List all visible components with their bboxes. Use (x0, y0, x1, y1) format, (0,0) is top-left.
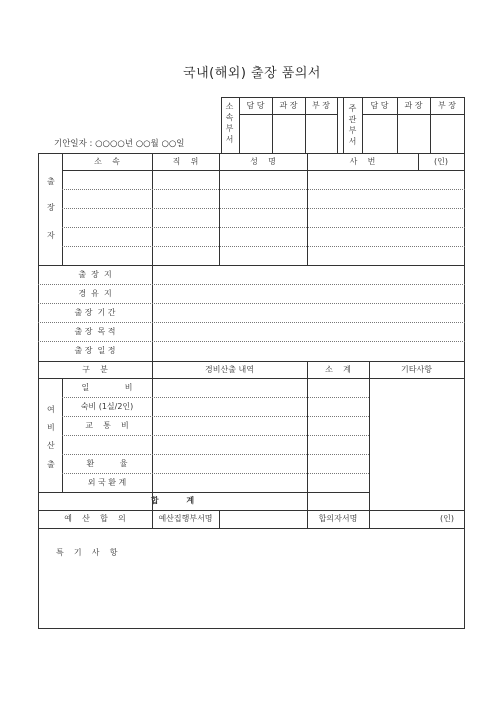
trip-schedule-label: 출 장 일 정 (74, 346, 116, 355)
approval-left-col-2: 과 장 (279, 101, 298, 110)
expense-item-exchange-rate: 환 율 (86, 459, 128, 468)
expense-header-category: 구 분 (82, 365, 108, 374)
approval-right-col-1: 담 당 (370, 101, 389, 110)
expense-side-label-2: 비 (47, 423, 55, 432)
expense-total-label: 합 계 (150, 496, 195, 505)
expense-item-daily: 일 비 (81, 383, 133, 392)
traveler-side-label-3: 자 (47, 231, 55, 240)
traveler-header-position: 직 위 (172, 157, 199, 166)
expense-side-label-1: 여 (47, 405, 55, 414)
traveler-header-name: 성 명 (250, 157, 276, 166)
traveler-header-seal: (인) (434, 157, 448, 166)
approval-right-col-2: 과 장 (404, 101, 423, 110)
approval-left-group-label: 소속부서 (225, 102, 234, 144)
consult-seal: (인) (440, 514, 454, 523)
traveler-header-employee-no: 사 번 (349, 157, 376, 166)
traveler-header-department: 소 속 (94, 157, 120, 166)
trip-purpose-label: 출 장 목 적 (74, 327, 116, 336)
expense-header-subtotal: 소 계 (325, 365, 351, 374)
approval-left-col-1: 담 당 (246, 101, 265, 110)
approval-left-col-3: 부 장 (312, 101, 330, 110)
special-notes-label: 특 기 사 항 (56, 548, 118, 557)
consultant-sign-label: 합의자서명 (318, 514, 358, 523)
expense-item-fx-total: 외 국 환 계 (87, 478, 127, 487)
draft-date: 기안일자 : ○○○○년 ○○월 ○○일 (54, 139, 185, 149)
approval-right-col-3: 부 장 (438, 101, 456, 110)
traveler-side-label-1: 출 (47, 177, 55, 186)
trip-destination-label: 출 장 지 (78, 270, 112, 279)
expense-item-transport: 교 통 비 (85, 421, 129, 430)
expense-side-label-3: 산 (47, 441, 55, 450)
expense-header-breakdown: 경비산출 내역 (205, 365, 254, 374)
traveler-side-label-2: 장 (47, 203, 55, 212)
expense-item-lodging: 숙비 (1실/2인) (80, 402, 134, 411)
approval-right-group-label: 주관부서 (348, 104, 357, 146)
expense-header-other: 기타사항 (401, 365, 432, 374)
budget-consult-label: 예 산 합 의 (64, 514, 126, 523)
page-title: 국내(해외) 출장 품의서 (183, 66, 321, 81)
trip-period-label: 출 장 기 간 (74, 308, 116, 317)
budget-dept-sign-label: 예산집행부서명 (158, 514, 213, 523)
expense-side-label-4: 출 (47, 460, 55, 469)
trip-via-label: 경 유 지 (78, 289, 112, 298)
